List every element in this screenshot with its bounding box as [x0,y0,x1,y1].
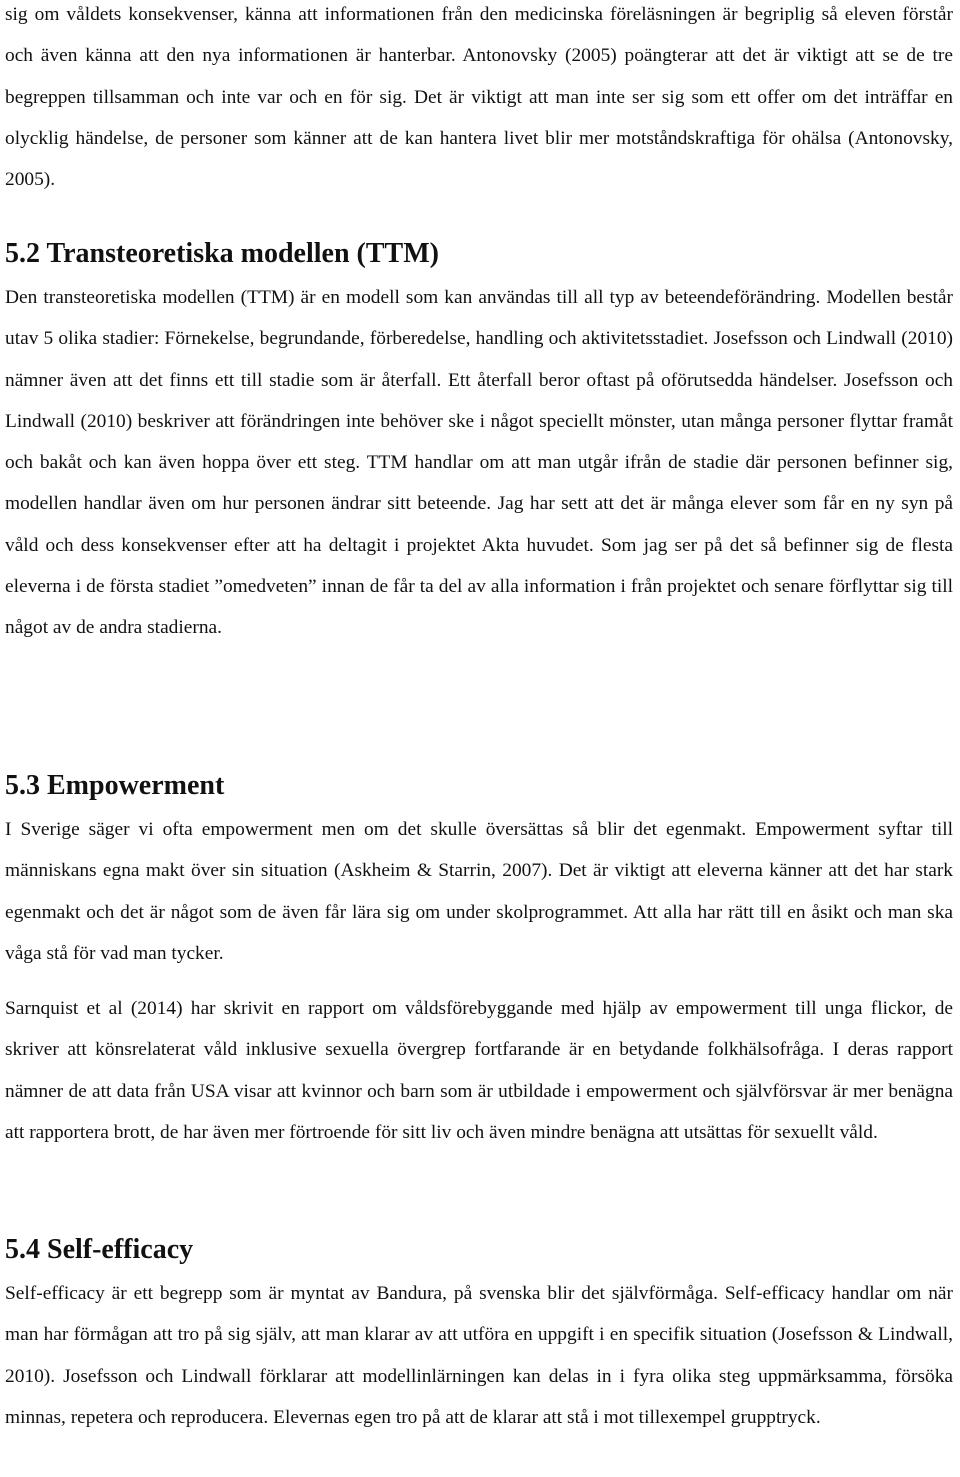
body-paragraph-empowerment-1: I Sverige säger vi ofta empowerment men om det skulle översättas så blir det egenmakt. Empowerment syftar till människans egna makt över sin situation (Askheim & Starrin, 2007). Det är viktigt att eleverna känner att det har stark egenmakt och det är något som de även får lära sig om under skolprogrammet. Att alla har rätt till en åsikt och man ska våga stå för vad man tycker. [5,819,953,964]
body-paragraph-intro: sig om våldets konsekvenser, känna att informationen från den medicinska föreläsningen är begriplig så eleven förstår och även känna att den nya informationen är hanterbar. Antonovsky (2005) poängterar att det är viktigt att se de tre begreppen tillsamman och inte var och en för sig. Det är viktigt att man inte ser sig som ett offer om det inträffar en olycklig händelse, de personer som känner att de kan hantera livet blir mer motståndskraftiga för ohälsa (Antonovsky, 2005). [5,4,953,191]
section-heading-ttm: 5.2 Transteoretiska modellen (TTM) [5,238,439,269]
section-heading-empowerment: 5.3 Empowerment [5,770,225,801]
body-paragraph-self-efficacy: Self-efficacy är ett begrepp som är myntat av Bandura, på svenska blir det självförmåga. Self-efficacy handlar om när man har förmågan att tro på sig själv, att man klarar av att utföra en uppgift i en specifik situation (Josefsson & Lindwall, 2010). Josefsson och Lindwall förklarar att modellinlärningen kan delas in i fyra olika steg uppmärksamma, försöka minnas, repetera och reproducera. Elevernas egen tro på att de klarar att stå i mot tillexempel grupptryck. [5,1283,953,1428]
body-paragraph-empowerment-2: Sarnquist et al (2014) har skrivit en rapport om våldsförebyggande med hjälp av empowerment till unga flickor, de skriver att könsrelaterat våld inklusive sexuella övergrep fortfarande är en betydande folkhälsofråga. I deras rapport nämner de att data från USA visar att kvinnor och barn som är utbildade i empowerment och självförsvar är mer benägna att rapportera brott, de har även mer förtroende för sitt liv och även mindre benägna att utsättas för sexuellt våld. [5,998,953,1143]
body-paragraph-ttm: Den transteoretiska modellen (TTM) är en modell som kan användas till all typ av beteendeförändring. Modellen består utav 5 olika stadier: Förnekelse, begrundande, förberedelse, handling och aktivitetsstadiet. Josefsson och Lindwall (2010) nämner även att det finns ett till stadie som är återfall. Ett återfall beror oftast på oförutsedda händelser. Josefsson och Lindwall (2010) beskriver att förändringen inte behöver ske i något speciellt mönster, utan många personer flyttar framåt och bakåt och kan även hoppa över ett steg. TTM handlar om att man utgår ifrån de stadie där personen befinner sig, modellen handlar även om hur personen ändrar sitt beteende. Jag har sett att det är många elever som får en ny syn på våld och dess konsekvenser efter att ha deltagit i projektet Akta huvudet. Som jag ser på det så befinner sig de flesta eleverna i de första stadiet ”omedveten” innan de får ta del av alla information i från projektet och senare förflyttar sig till något av de andra stadierna. [5,287,953,639]
section-heading-self-efficacy: 5.4 Self-efficacy [5,1234,194,1265]
